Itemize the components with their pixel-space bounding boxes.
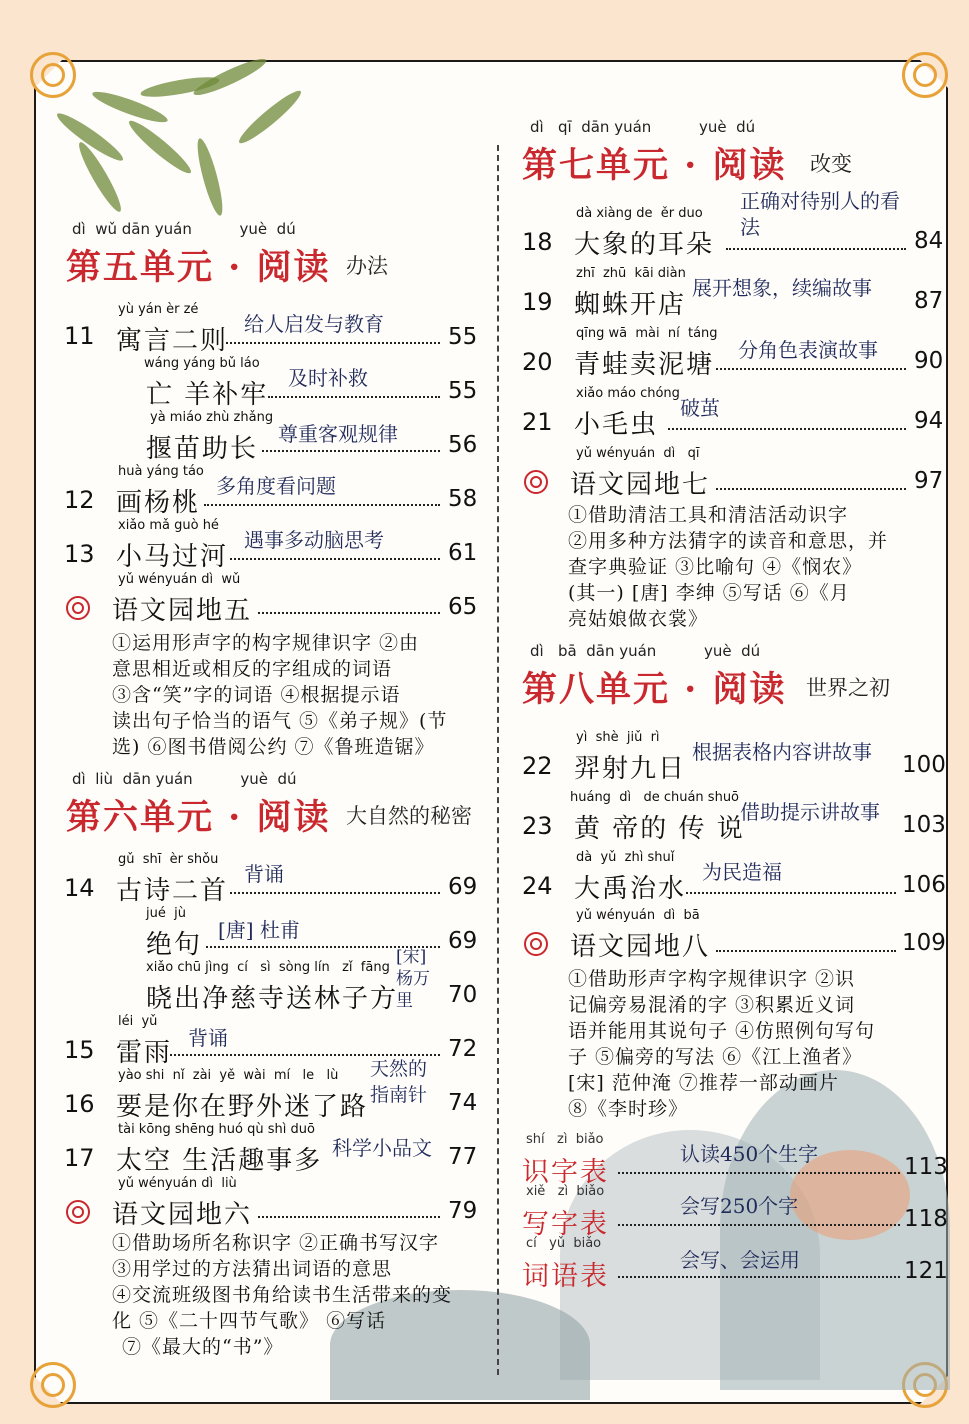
lesson-title[interactable]: 揠苗助长 [146,434,259,464]
lesson-title[interactable]: 大象的耳朵 [574,230,715,260]
garden-desc-line: 记偏旁易混淆的字 ③积累近义词 [568,994,856,1016]
lesson-number: 23 [522,812,553,840]
lesson-title[interactable]: 古诗二首 [116,876,229,906]
lesson-title[interactable]: 绝句 [146,930,203,960]
lesson-note: 及时补救 [288,366,368,390]
page-number: 118 [904,1206,948,1232]
garden-circle-icon [524,470,548,494]
lesson-pinyin: xiǎo máo chóng [576,386,680,401]
page-number: 100 [902,752,946,778]
lesson-title[interactable]: 蜘蛛开店 [574,290,687,320]
page-number: 109 [902,930,946,956]
garden-desc-line: ①借助形声字构字规律识字 ②识 [568,968,856,990]
garden-desc-line: ④交流班级图书角给读书生活带来的变 [112,1284,453,1306]
lesson-pinyin: tài kōng shēng huó qù shì duō [118,1122,315,1137]
lesson-pinyin: xiǎo chū jìng cí sì sòng lín zǐ fāng [146,960,390,975]
corner-knot-ornament [30,1362,76,1408]
lesson-note: 背诵 [244,862,284,886]
page-number: 72 [448,1036,478,1062]
unit-5-theme: 办法 [346,254,388,278]
garden-desc-line: 意思相近或相反的字组成的词语 [112,658,393,680]
unit-6-pinyin: dì liù dān yuán yuè dú [72,770,297,788]
leader-dots [258,1216,440,1218]
lesson-pinyin: yì shè jiǔ rì [576,730,660,745]
garden-desc-line: 亮姑娘做衣裳》 [568,608,709,630]
lesson-number: 18 [522,228,553,256]
leader-dots [618,1224,900,1226]
page-number: 58 [448,486,478,512]
page-number: 106 [902,872,946,898]
lesson-number: 21 [522,408,553,436]
garden-pinyin: yǔ wényuán dì wǔ [118,572,241,587]
page-number: 65 [448,594,478,620]
appendix-note: 会写、会运用 [680,1248,800,1272]
lesson-number: 17 [64,1144,95,1172]
lesson-title[interactable]: 雷雨 [116,1038,173,1068]
leader-dots [716,368,906,370]
garden-desc-line: 读出句子恰当的语气 ⑤《弟子规》(节 [112,710,448,732]
lesson-title[interactable]: 晓出净慈寺送林子方 [146,984,399,1014]
garden-desc-line: ⑧《李时珍》 [568,1098,689,1120]
page-number: 94 [914,408,944,434]
garden-desc-line: 查字典验证 ③比喻句 ④《悯农》 [568,556,863,578]
appendix-pinyin: shí zì biǎo [526,1132,604,1147]
page-number: 113 [904,1154,948,1180]
lesson-number: 24 [522,872,553,900]
leader-dots [716,488,906,490]
lesson-number: 11 [64,322,95,350]
garden-pinyin: yǔ wényuán dì liù [118,1176,237,1191]
lesson-title[interactable]: 太空 生活趣事多 [116,1146,323,1176]
lesson-title[interactable]: 寓言二则 [116,326,229,356]
lesson-note: 破茧 [680,396,720,420]
appendix-pinyin: cí yǔ biǎo [526,1236,602,1251]
lesson-note: 给人启发与教育 [244,312,384,336]
lesson-note: [宋] 杨万里 [396,947,430,1011]
lesson-note: 正确对待别人的看法 [740,189,900,239]
unit-6-title[interactable]: 第六单元 · 阅读 [66,797,331,838]
lesson-pinyin: huà yáng táo [118,464,204,479]
unit-5-pinyin: dì wǔ dān yuán yuè dú [72,220,296,238]
garden-pinyin: yǔ wényuán dì bā [576,908,700,923]
page-number: 97 [914,468,944,494]
garden-desc-line: (其一) [唐] 李绅 ⑤写话 ⑥《月 [568,582,850,604]
lesson-number: 20 [522,348,553,376]
lesson-number: 13 [64,540,95,568]
unit-8-title[interactable]: 第八单元 · 阅读 [522,669,787,710]
leader-dots [258,612,440,614]
garden-desc-line: ②用多种方法猜字的读音和意思，并 [568,530,889,552]
page-number: 79 [448,1198,478,1224]
unit-6-theme: 大自然的秘密 [346,804,472,828]
leader-dots [618,1276,900,1278]
garden-desc-line: ①借助清洁工具和清洁活动识字 [568,504,849,526]
lesson-pinyin: yào shi nǐ zài yě wài mí le lù [118,1068,339,1083]
garden-circle-icon [66,1200,90,1224]
unit-7-title[interactable]: 第七单元 · 阅读 [522,145,787,186]
garden-desc-line: ⑦《最大的“书”》 [122,1336,284,1358]
lesson-note: 借助提示讲故事 [740,800,880,824]
page-number: 87 [914,288,944,314]
garden-desc-line: 选) ⑥图书借阅公约 ⑦《鲁班造锯》 [112,736,435,758]
page-number: 84 [914,228,944,254]
leader-dots [686,892,896,894]
appendix-note: 会写250个字 [680,1194,799,1218]
garden-desc-line: ①运用形声字的构字规律识字 ②由 [112,632,420,654]
corner-knot-ornament [902,52,948,98]
leader-dots [262,450,440,452]
page-number: 121 [904,1258,948,1284]
page-number: 55 [448,324,478,350]
lesson-title[interactable]: 画杨桃 [116,488,201,518]
lesson-pinyin: léi yǔ [118,1014,158,1029]
leader-dots [716,950,896,952]
lesson-title[interactable]: 小毛虫 [574,410,659,440]
lesson-note: 尊重客观规律 [278,422,398,446]
leader-dots [230,558,440,560]
lesson-pinyin: wáng yáng bǔ láo [144,356,260,371]
corner-knot-ornament [30,52,76,98]
lesson-number: 22 [522,752,553,780]
lesson-pinyin: jué jù [146,906,186,921]
lesson-note: 背诵 [188,1026,228,1050]
garden-desc-line: [宋] 范仲淹 ⑦推荐一部动画片 [568,1072,839,1094]
lesson-pinyin: dà xiàng de ěr duo [576,206,703,221]
garden-desc-line: 子 ⑤偏旁的写法 ⑥《江上渔者》 [568,1046,863,1068]
lesson-pinyin: xiǎo mǎ guò hé [118,518,219,533]
garden-title[interactable]: 语文园地六 [112,1200,253,1230]
unit-7-theme: 改变 [810,152,852,176]
lesson-title[interactable]: 青蛙卖泥塘 [574,350,715,380]
lesson-note: 遇事多动脑思考 [244,528,384,552]
appendix-title[interactable]: 词语表 [522,1261,609,1292]
lesson-title[interactable]: 小马过河 [116,542,229,572]
lesson-pinyin: zhī zhū kāi diàn [576,266,686,281]
lesson-note: 科学小品文 [332,1136,432,1160]
lesson-number: 15 [64,1036,95,1064]
garden-desc-line: 语并能用其说句子 ④仿照例句写句 [568,1020,876,1042]
leader-dots [726,248,906,250]
garden-circle-icon [524,932,548,956]
page-number: 103 [902,812,946,838]
unit-7-pinyin: dì qī dān yuán yuè dú [530,118,756,136]
lesson-title[interactable]: 要是你在野外迷了路 [116,1092,369,1122]
garden-title[interactable]: 语文园地五 [112,596,253,626]
garden-desc-line: ③用学过的方法猜出词语的意思 [112,1258,393,1280]
page-number: 70 [448,982,478,1008]
lesson-pinyin: huáng dì de chuán shuō [570,790,740,805]
garden-title[interactable]: 语文园地七 [570,470,711,500]
leader-dots [268,396,440,398]
lesson-title[interactable]: 大禹治水 [574,874,687,904]
lesson-note: 天然的指南针 [370,1058,428,1106]
appendix-title[interactable]: 识字表 [522,1157,609,1188]
appendix-note: 认读450个生字 [680,1142,819,1166]
leader-dots [668,428,906,430]
lesson-number: 14 [64,874,95,902]
lesson-title[interactable]: 亡 羊补牢 [146,380,269,410]
lesson-note: 多角度看问题 [216,474,336,498]
column-divider [497,145,499,1375]
page-number: 77 [448,1144,478,1170]
unit-8-theme: 世界之初 [806,676,890,700]
lesson-note: 分角色表演故事 [738,338,878,362]
leader-dots [226,342,440,344]
lesson-note: 根据表格内容讲故事 [692,740,872,764]
lesson-number: 16 [64,1090,95,1118]
appendix-pinyin: xiě zì biǎo [526,1184,605,1199]
lesson-pinyin: gǔ shī èr shǒu [118,852,219,867]
lesson-title[interactable]: 羿射九日 [574,754,687,784]
lesson-note: 展开想象，续编故事 [692,276,872,300]
lesson-pinyin: qīng wā mài ní táng [576,326,718,341]
lesson-pinyin: yà miáo zhù zhǎng [150,410,274,425]
lesson-pinyin: dà yǔ zhì shuǐ [576,850,675,865]
lesson-number: 19 [522,288,553,316]
garden-desc-line: 化 ⑤《二十四节气歌》 ⑥写话 [112,1310,387,1332]
garden-title[interactable]: 语文园地八 [570,932,711,962]
page-number: 61 [448,540,478,566]
page-number: 69 [448,928,478,954]
lesson-title[interactable]: 黄 帝的 传 说 [574,814,745,844]
garden-desc-line: ③含“笑”字的词语 ④根据提示语 [112,684,401,706]
garden-desc-line: ①借助场所名称识字 ②正确书写汉字 [112,1232,440,1254]
page-number: 56 [448,432,478,458]
leader-dots [618,1172,900,1174]
page-number: 55 [448,378,478,404]
unit-8-pinyin: dì bā dān yuán yuè dú [530,642,761,660]
leader-dots [230,892,440,894]
unit-5-title[interactable]: 第五单元 · 阅读 [66,247,331,288]
lesson-number: 12 [64,486,95,514]
lesson-note: [唐] 杜甫 [218,918,300,942]
appendix-title[interactable]: 写字表 [522,1209,609,1240]
lesson-pinyin: yù yán èr zé [118,302,199,317]
garden-pinyin: yǔ wényuán dì qī [576,446,700,461]
garden-circle-icon [66,596,90,620]
page-number: 90 [914,348,944,374]
leader-dots [204,504,440,506]
page-number: 69 [448,874,478,900]
lesson-note: 为民造福 [702,860,782,884]
page-number: 74 [448,1090,478,1116]
